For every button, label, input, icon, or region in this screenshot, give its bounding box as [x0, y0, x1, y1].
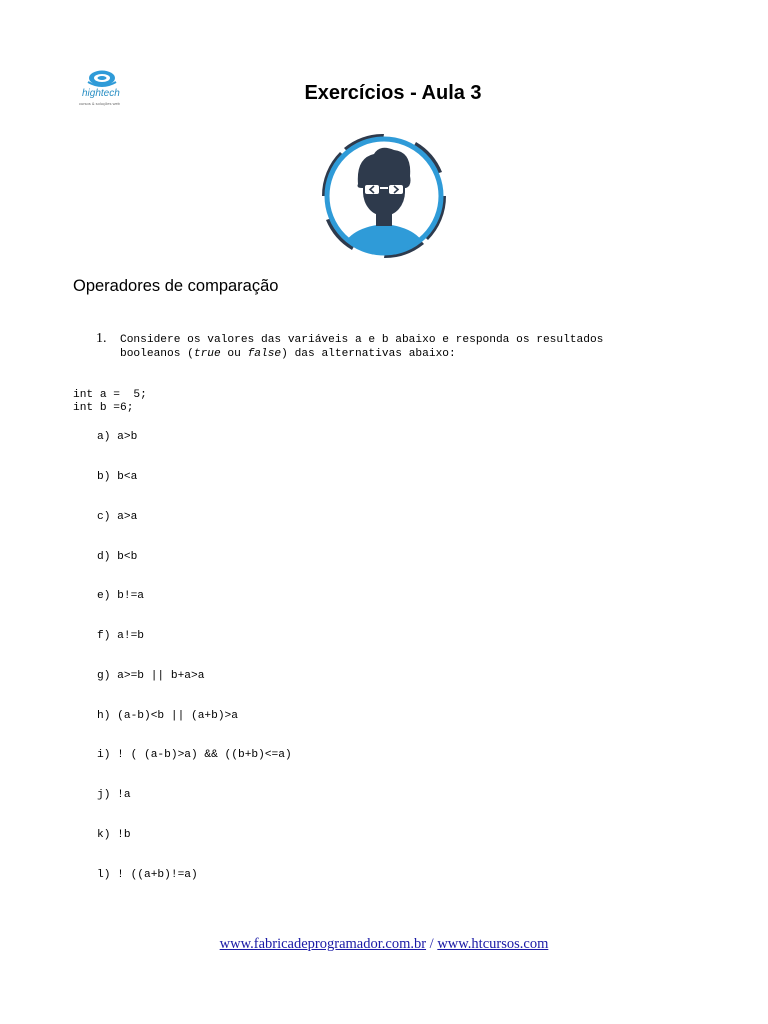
list-item: e) b!=a [97, 590, 144, 602]
developer-avatar-icon [316, 132, 452, 260]
list-item: a) a>b [97, 431, 138, 443]
list-item: l) ! ((a+b)!=a) [97, 869, 198, 881]
footer-link-htcursos[interactable]: www.htcursos.com [437, 936, 549, 952]
footer-link-fabricadeprogramador[interactable]: www.fabricadeprogramador.com.br [219, 936, 427, 952]
list-item: h) (a-b)<b || (a+b)>a [97, 710, 238, 722]
section-title: Operadores de comparação [73, 277, 279, 295]
code-line-2: int b =6; [73, 402, 134, 414]
question-line-2-mid: ou [220, 348, 248, 360]
list-item: i) ! ( (a-b)>a) && ((b+b)<=a) [97, 749, 292, 761]
list-item: j) !a [97, 789, 131, 801]
list-item: c) a>a [97, 511, 138, 523]
list-item: g) a>=b || b+a>a [97, 670, 205, 682]
footer [0, 936, 768, 953]
list-item: k) !b [97, 829, 131, 841]
list-item: b) b<a [97, 471, 138, 483]
logo-name: hightech [82, 88, 120, 99]
footer-separator: / [426, 936, 438, 952]
question-line-2-start: booleanos ( [120, 348, 194, 360]
list-item: d) b<b [97, 551, 138, 563]
false-word: false [247, 348, 282, 360]
question-line-2-end: ) das alternativas abaixo: [281, 348, 456, 360]
code-line-1: int a = 5; [73, 389, 147, 401]
question-line-1: Considere os valores das variáveis a e b abaixo e responda os resultados [120, 334, 604, 346]
list-item: f) a!=b [97, 630, 144, 642]
true-word: true [193, 348, 221, 360]
page-title: Exercícios - Aula 3 [304, 82, 482, 104]
logo-tagline: cursos & soluções web [79, 101, 120, 106]
code-block [73, 389, 147, 415]
question-text [120, 333, 603, 361]
question-number: 1. [96, 331, 107, 346]
